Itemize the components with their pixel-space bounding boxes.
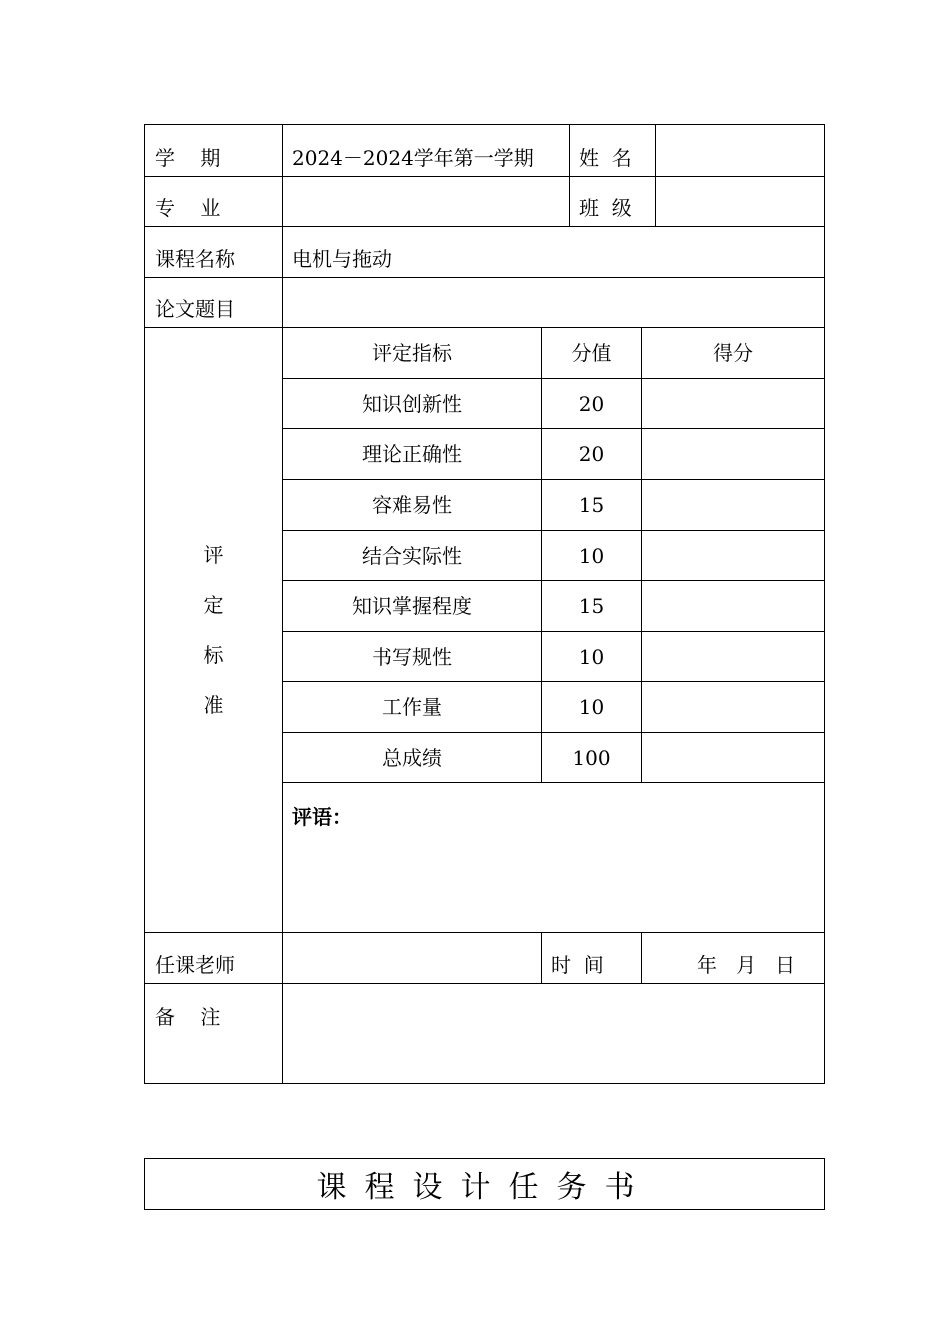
points-cell: 10 — [578, 644, 605, 669]
indicator-cell: 工作量 — [382, 695, 442, 719]
course-value: 电机与拖动 — [292, 247, 392, 271]
indicator-cell: 容难易性 — [372, 493, 452, 517]
score-cell[interactable] — [642, 531, 824, 580]
points-header: 分值 — [571, 341, 612, 365]
teacher-field[interactable] — [283, 933, 541, 983]
course-label: 课程名称 — [155, 247, 235, 271]
indicator-header: 评定指标 — [372, 341, 452, 365]
semester-value: 2024－2024学年第一学期 — [292, 146, 534, 170]
comment-label: 评语： — [292, 805, 352, 829]
indicator-cell: 理论正确性 — [362, 442, 462, 466]
evaluation-form — [144, 124, 825, 1084]
task-title: 课程设计任务书 — [144, 1158, 825, 1210]
remarks-field[interactable] — [283, 984, 824, 1083]
score-header: 得分 — [713, 341, 753, 365]
points-cell: 20 — [578, 442, 605, 466]
name-label: 姓 名 — [579, 146, 632, 170]
major-field[interactable] — [283, 177, 569, 226]
thesis-field[interactable] — [283, 278, 824, 327]
name-field[interactable] — [656, 125, 824, 176]
indicator-cell: 结合实际性 — [362, 543, 462, 568]
teacher-label: 任课老师 — [155, 953, 235, 977]
score-cell[interactable] — [642, 733, 824, 782]
points-cell: 15 — [578, 594, 605, 618]
points-cell: 15 — [578, 493, 605, 517]
time-label: 时 间 — [551, 953, 604, 977]
remarks-label: 备 注 — [155, 1005, 221, 1029]
score-cell[interactable] — [642, 379, 824, 428]
class-label: 班 级 — [579, 196, 632, 220]
points-cell: 10 — [578, 543, 605, 568]
criteria-label — [145, 328, 282, 932]
thesis-label: 论文题目 — [155, 297, 235, 321]
score-cell[interactable] — [642, 682, 824, 732]
comment-field[interactable] — [283, 825, 824, 931]
major-label: 专 业 — [155, 196, 221, 220]
points-cell: 100 — [572, 745, 611, 770]
criteria-char: 标 — [203, 643, 224, 667]
criteria-char: 准 — [203, 693, 224, 717]
criteria-char: 定 — [203, 593, 224, 617]
date-label: 年 月 日 — [697, 953, 796, 977]
indicator-cell: 总成绩 — [382, 745, 442, 770]
score-cell[interactable] — [642, 480, 824, 530]
semester-label: 学 期 — [155, 146, 221, 170]
score-cell[interactable] — [642, 632, 824, 681]
indicator-cell: 知识创新性 — [362, 391, 462, 416]
class-field[interactable] — [656, 177, 824, 226]
score-cell[interactable] — [642, 581, 824, 631]
points-cell: 20 — [578, 391, 605, 416]
points-cell: 10 — [578, 695, 605, 719]
indicator-cell: 书写规性 — [372, 644, 452, 669]
indicator-cell: 知识掌握程度 — [352, 594, 472, 618]
criteria-char: 评 — [203, 543, 224, 567]
score-cell[interactable] — [642, 429, 824, 479]
